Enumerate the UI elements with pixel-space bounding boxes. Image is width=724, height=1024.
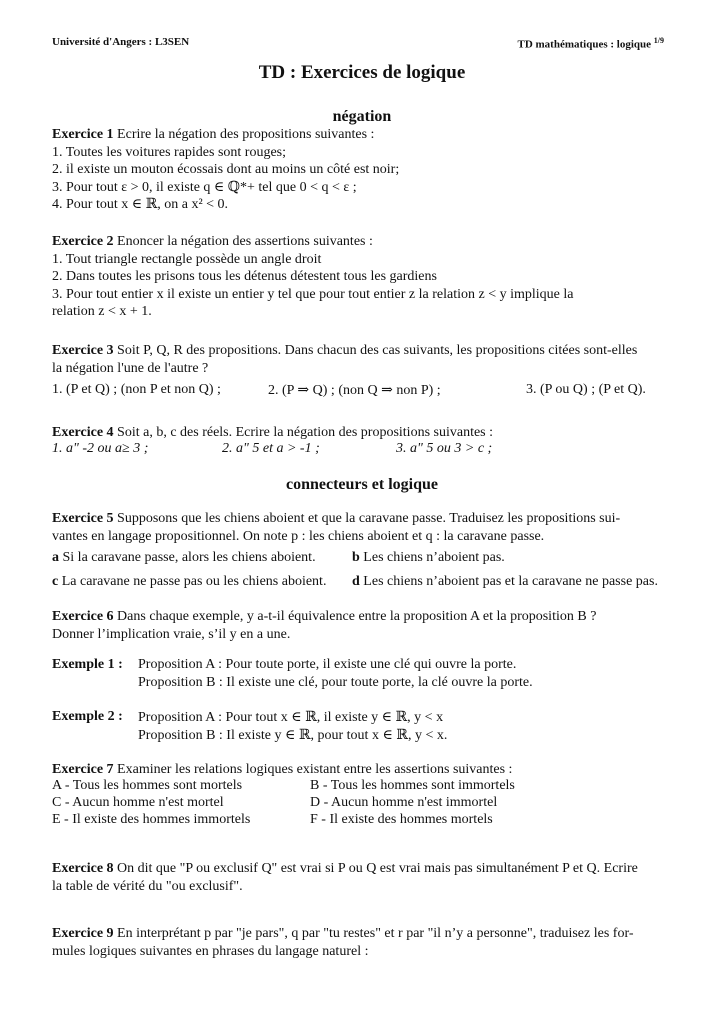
exercise-4 <box>52 424 682 442</box>
exercise-7 <box>52 761 682 779</box>
ex1-item: 3. Pour tout ε > 0, il existe q ∈ ℚ*+ tel que 0 < q < ε ; <box>52 179 357 195</box>
ex2-label: Exercice 2 <box>52 234 114 249</box>
exercise-6 <box>52 608 682 643</box>
ex7-label: Exercice 7 <box>52 762 114 777</box>
ex3-intro-2: la négation l'une de l'autre ? <box>52 360 209 376</box>
ex5-intro: Supposons que les chiens aboient et que la caravane passe. Traduisez les propositions sui- <box>113 511 621 526</box>
example-1-a: Proposition A : Pour toute porte, il existe une clé qui ouvre la porte. <box>138 657 517 672</box>
exercise-9 <box>52 925 682 960</box>
ex5-text-a: Si la caravane passe, alors les chiens aboient. <box>59 550 316 565</box>
ex3-intro-line <box>52 342 682 360</box>
ex5-item-c <box>52 574 326 590</box>
ex2-intro-line <box>52 233 682 251</box>
header-right-text: TD mathématiques : logique <box>517 38 652 51</box>
ex5-item-b <box>352 550 505 566</box>
exercise-5 <box>52 510 682 545</box>
ex4-intro: Soit a, b, c des réels. Ecrire la négation des propositions suivantes : <box>113 425 494 440</box>
ex7-intro-line <box>52 761 682 779</box>
exercise-1 <box>52 126 682 214</box>
example-2-label: Exemple 2 : <box>52 709 123 724</box>
ex5-letter-c: c <box>52 574 59 589</box>
ex2-item: 1. Tout triangle rectangle possède un angle droit <box>52 251 322 267</box>
ex7-assertion-a: A - Tous les hommes sont mortels <box>52 778 243 793</box>
example-2-b: Proposition B : Il existe y ∈ ℝ, pour tout x ∈ ℝ, y < x. <box>138 728 448 743</box>
example-1-b: Proposition B : Il existe une clé, pour toute porte, la clé ouvre la porte. <box>138 675 533 690</box>
exercise-3 <box>52 342 682 377</box>
ex7-intro: Examiner les relations logiques existant entre les assertions suivantes : <box>113 762 513 777</box>
ex9-label: Exercice 9 <box>52 926 114 941</box>
ex1-intro-line <box>52 126 682 144</box>
ex2-intro: Enoncer la négation des assertions suivantes : <box>117 234 373 249</box>
ex4-case-1: 1. a" -2 ou a≥ 3 ; <box>52 441 149 456</box>
ex2-item: 3. Pour tout entier x il existe un entier y tel que pour tout entier z la relation z < y implique la <box>52 286 574 302</box>
header-left: Université d'Angers : L3SEN <box>52 36 190 48</box>
ex8-intro-line <box>52 860 682 878</box>
ex5-intro-2: vantes en langage propositionnel. On note p : les chiens aboient et q : la caravane passe. <box>52 528 545 544</box>
ex5-letter-d: d <box>352 574 360 589</box>
example-2-a: Proposition A : Pour tout x ∈ ℝ, il existe y ∈ ℝ, y < x <box>138 710 444 725</box>
ex1-item: 1. Toutes les voitures rapides sont rouges; <box>52 144 287 160</box>
ex5-text-d: Les chiens n’aboient pas et la caravane ne passe pas. <box>359 574 658 589</box>
ex3-case-2: 2. (P ⇒ Q) ; (non Q ⇒ non P) ; <box>268 383 441 398</box>
ex4-intro-line <box>52 424 682 442</box>
ex3-case-1: 1. (P et Q) ; (non P et non Q) ; <box>52 382 221 397</box>
ex5-letter-a: a <box>52 550 59 565</box>
page-number: 1/9 <box>653 36 664 45</box>
ex5-item-d <box>352 574 658 590</box>
ex8-intro: On dit que "P ou exclusif Q" est vrai si P ou Q est vrai mais pas simultanément P et Q. Ecrire <box>113 861 638 876</box>
ex7-assertion-c: C - Aucun homme n'est mortel <box>52 795 224 810</box>
ex7-assertion-b: B - Tous les hommes sont immortels <box>310 778 515 793</box>
ex2-item: 2. Dans toutes les prisons tous les détenus détestent tous les gardiens <box>52 269 437 284</box>
ex1-item: 4. Pour tout x ∈ ℝ, on a x² < 0. <box>52 197 229 212</box>
ex3-label: Exercice 3 <box>52 343 114 358</box>
ex1-intro: Ecrire la négation des propositions suivantes : <box>117 127 375 142</box>
ex4-case-3: 3. a" 5 ou 3 > c ; <box>396 441 493 456</box>
exercise-8 <box>52 860 682 895</box>
ex3-case-3: 3. (P ou Q) ; (P et Q). <box>526 382 646 397</box>
ex5-intro-line <box>52 510 682 528</box>
ex8-intro-2: la table de vérité du "ou exclusif". <box>52 878 243 894</box>
ex4-case-2: 2. a" 5 et a > -1 ; <box>222 441 320 456</box>
section-negation: négation <box>332 108 392 125</box>
ex8-label: Exercice 8 <box>52 861 114 876</box>
ex6-intro: Dans chaque exemple, y a-t-il équivalence entre la proposition A et la proposition B ? <box>113 609 597 624</box>
example-1-label: Exemple 1 : <box>52 657 123 672</box>
ex1-label: Exercice 1 <box>52 127 114 142</box>
ex5-item-a <box>52 550 316 566</box>
ex7-assertion-d: D - Aucun homme n'est immortel <box>310 795 498 810</box>
section-connecteurs: connecteurs et logique <box>286 476 438 493</box>
ex3-intro: Soit P, Q, R des propositions. Dans chacun des cas suivants, les propositions citées sont-elles <box>113 343 638 358</box>
ex5-letter-b: b <box>352 550 360 565</box>
ex5-label: Exercice 5 <box>52 511 114 526</box>
ex6-intro-line <box>52 608 682 626</box>
ex9-intro: En interprétant p par "je pars", q par "tu restes" et r par "il n’y a personne", traduisez les for- <box>113 926 634 941</box>
ex5-text-b: Les chiens n’aboient pas. <box>359 550 505 565</box>
ex7-assertion-f: F - Il existe des hommes mortels <box>310 812 493 827</box>
ex7-assertion-e: E - Il existe des hommes immortels <box>52 812 251 827</box>
ex9-intro-line <box>52 925 682 943</box>
ex6-intro-2: Donner l’implication vraie, s’il y en a une. <box>52 626 291 642</box>
page-title: TD : Exercices de logique <box>258 62 466 83</box>
ex4-label: Exercice 4 <box>52 425 114 440</box>
exercise-2 <box>52 233 682 321</box>
ex1-item: 2. il existe un mouton écossais dont au moins un côté est noir; <box>52 162 400 177</box>
ex6-label: Exercice 6 <box>52 609 114 624</box>
header-right <box>517 36 664 51</box>
ex5-text-c: La caravane ne passe pas ou les chiens aboient. <box>58 574 327 589</box>
ex9-intro-2: mules logiques suivantes en phrases du langage naturel : <box>52 943 369 959</box>
ex2-item: relation z < x + 1. <box>52 304 152 319</box>
